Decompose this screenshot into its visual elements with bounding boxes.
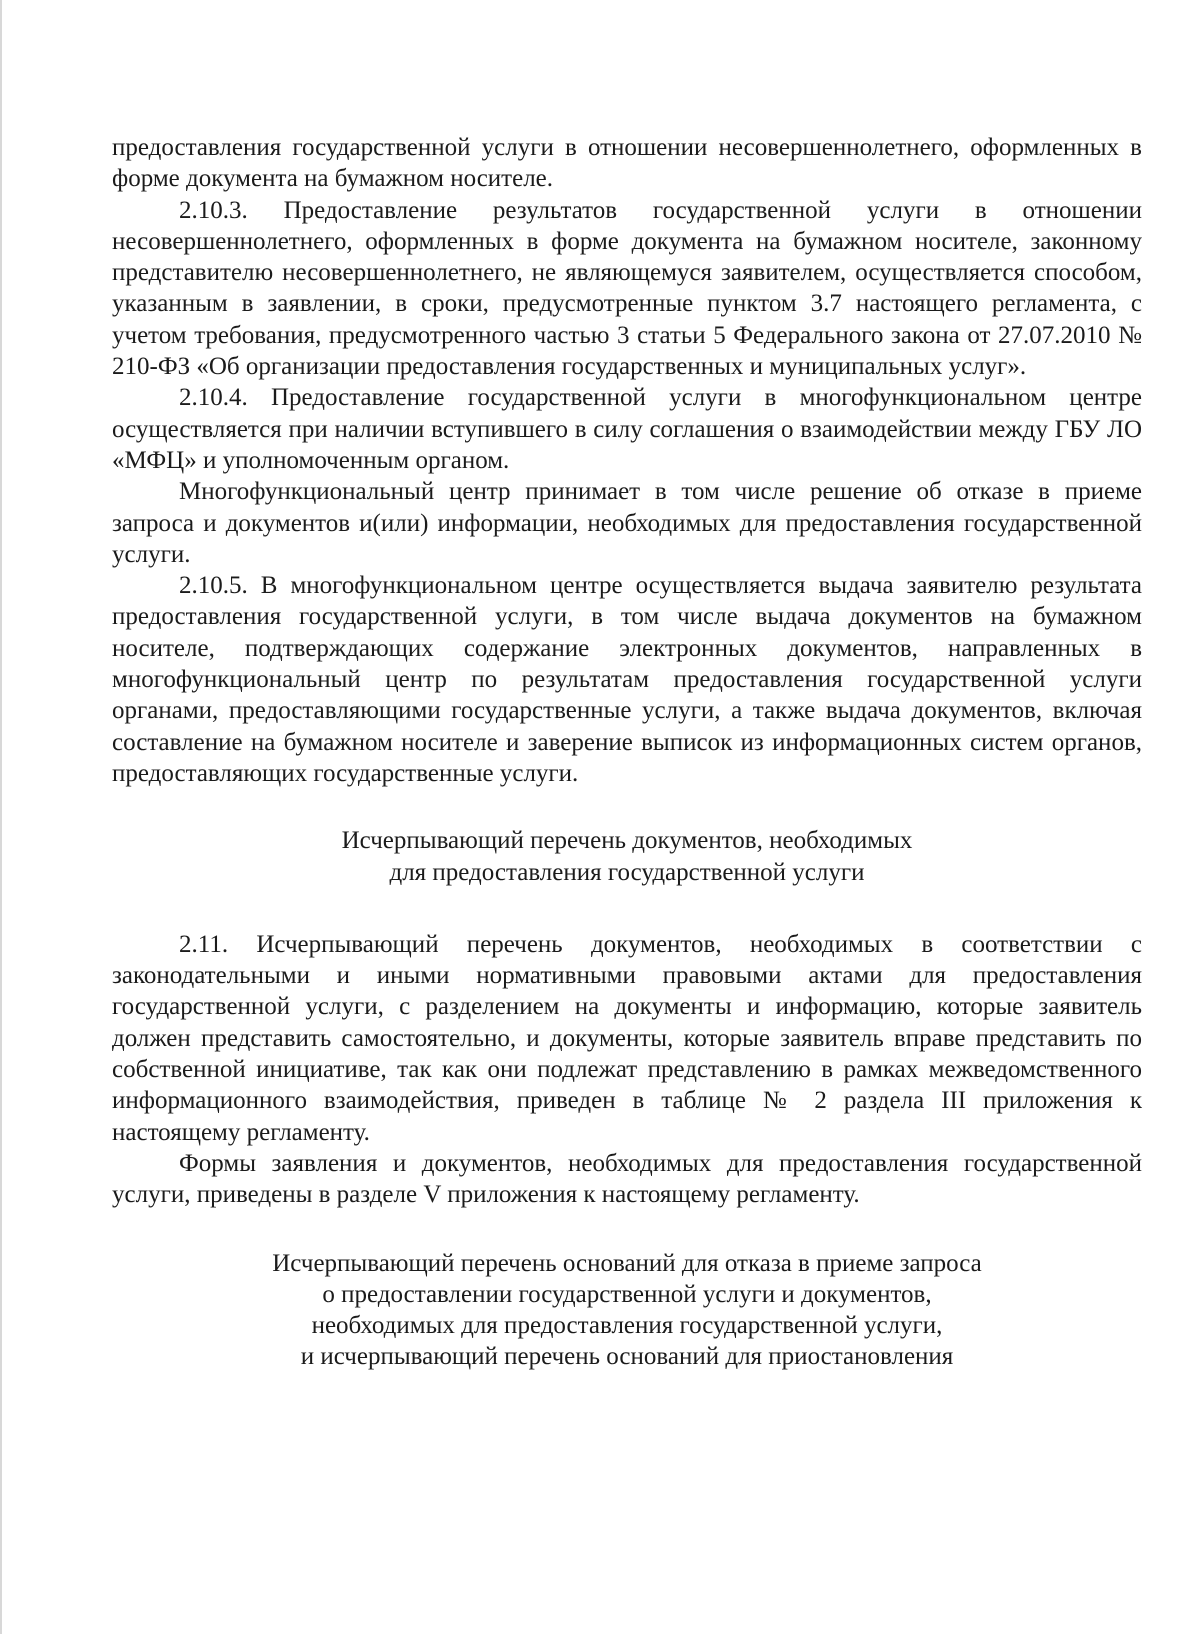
section-gap bbox=[112, 1211, 1142, 1248]
heading-line: и исчерпывающий перечень оснований для приостановления bbox=[300, 1343, 954, 1371]
section-gap bbox=[112, 888, 1142, 929]
document-body bbox=[112, 132, 1142, 1373]
heading-line: о предоставлении государственной услуги и документов, bbox=[322, 1280, 932, 1308]
paragraph-forms: Формы заявления и документов, необходимых для предоставления государственной услуги, приведены в разделе V приложения к настоящему регламенту. bbox=[112, 1149, 1142, 1209]
heading-line: Исчерпывающий перечень документов, необходимых bbox=[341, 827, 913, 855]
paragraph-2-11: 2.11. Исчерпывающий перечень документов, необходимых в соответствии с законодательными и иными нормативными правовыми актами для предоставления государственной услуги, с разделением на документы и информацию, которые заявитель должен представить самостоятельно, и документы, которые заявитель вправе представить по собственной инициативе, так как они подлежат представлению в рамках межведомственного информационного взаимодействия, приведен в таблице № 2 раздела III приложения к настоящему регламенту. bbox=[112, 930, 1142, 1146]
paragraph-mfc-refusal: Многофункциональный центр принимает в том числе решение об отказе в приеме запроса и документов и(или) информации, необходимых для предоставления государственной услуги. bbox=[112, 478, 1142, 568]
paragraph-continuation: предоставления государственной услуги в отношении несовершеннолетнего, оформленных в форме документа на бумажном носителе. bbox=[112, 134, 1142, 193]
paragraph-2-10-3: 2.10.3. Предоставление результатов государственной услуги в отношении несовершеннолетнего, оформленных в форме документа на бумажном носителе, законному представителю несовершеннолетнего, не являющемуся заявителем, осуществляется способом, указанным в заявлении, в сроки, предусмотренные пунктом 3.7 настоящего регламента, с учетом требования, предусмотренного частью 3 статьи 5 Федерального закона от 27.07.2010 № 210-ФЗ «Об организации предоставления государственных и муниципальных услуг». bbox=[112, 196, 1142, 381]
heading-line: для предоставления государственной услуги bbox=[389, 858, 865, 886]
section-gap bbox=[112, 789, 1142, 825]
paragraph-2-10-4: 2.10.4. Предоставление государственной услуги в многофункциональном центре осуществляется при наличии вступившего в силу соглашения о взаимодействии между ГБУ ЛО «МФЦ» и уполномоченным органом. bbox=[112, 384, 1142, 474]
paragraph-2-10-5: 2.10.5. В многофункциональном центре осуществляется выдача заявителю результата предоставления государственной услуги, в том числе выдача документов на бумажном носителе, подтверждающих содержание электронных документов, направленных в многофункциональный центр по результатам предоставления государственной услуги органами, предоставляющими государственные услуги, а также выдача документов, включая составление на бумажном носителе и заверение выписок из информационных систем органов, предоставляющих государственные услуги. bbox=[112, 572, 1142, 787]
section-heading-refusal bbox=[112, 1248, 1142, 1373]
heading-line: Исчерпывающий перечень оснований для отказа в приеме запроса bbox=[272, 1249, 982, 1277]
section-heading-documents bbox=[112, 825, 1142, 888]
heading-line: необходимых для предоставления государственной услуги, bbox=[311, 1312, 943, 1340]
scan-edge bbox=[0, 0, 2, 1634]
